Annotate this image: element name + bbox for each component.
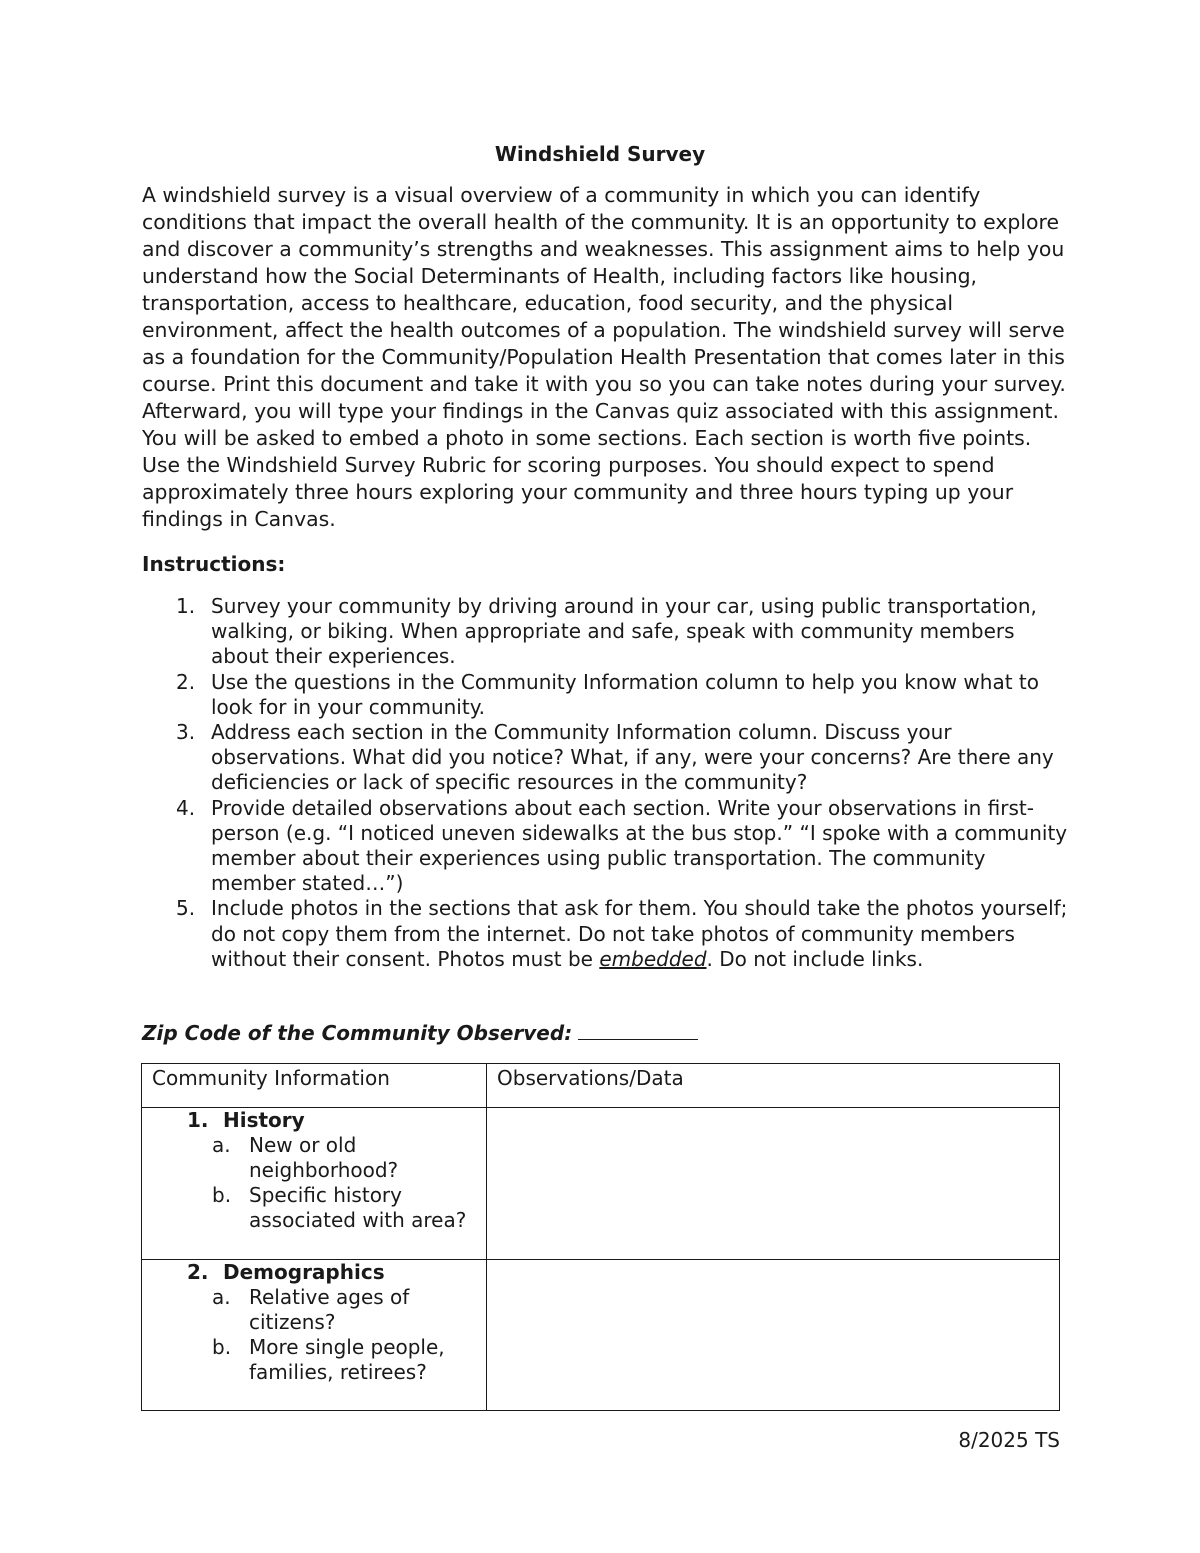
sub-item-letter: a.: [212, 1133, 231, 1157]
community-info-cell: [142, 1108, 487, 1260]
instruction-item: [142, 670, 1072, 720]
document-title: Windshield Survey: [494, 142, 706, 166]
sub-item-letter: b.: [212, 1183, 232, 1207]
instruction-text: Use the questions in the Community Information column to help you know what to look for in your community.: [211, 669, 1039, 719]
instruction-item: [142, 720, 1072, 796]
section-number: 2.: [187, 1260, 209, 1284]
table-header-row: [142, 1064, 1060, 1108]
intro-paragraph: A windshield survey is a visual overview of a community in which you can identify conditions that impact the overall health of the community. It is an opportunity to explore and discover a community’s strengths and weaknesses. This assignment aims to help you understand how the Social Determinants of Health, including factors like housing, transportation, access to healthcare, education, food security, and the physical environment, affect the health outcomes of a population. The windshield survey will serve as a foundation for the Community/Population Health Presentation that comes later in this course. Print this document and take it with you so you can take notes during your survey. Afterward, you will type your findings in the Canvas quiz associated with this assignment. You will be asked to embed a photo in some sections. Each section is worth five points. Use the Windshield Survey Rubric for scoring purposes. You should expect to spend approximately three hours exploring your community and three hours typing up your findings in Canvas.: [142, 183, 1066, 531]
instruction-item: [142, 796, 1072, 897]
section-demographics: [142, 1260, 486, 1385]
sub-item: [142, 1285, 486, 1335]
observations-cell[interactable]: [487, 1260, 1060, 1411]
sub-item: [142, 1133, 486, 1183]
header-cell-community-info: [142, 1064, 487, 1108]
instruction-item: [142, 896, 1072, 972]
instructions-heading: Instructions:: [142, 552, 286, 576]
instruction-number: 4.: [176, 795, 196, 820]
instruction-number: 2.: [176, 669, 196, 694]
section-history: [142, 1108, 486, 1233]
instructions-list: [142, 594, 1072, 972]
instruction-text-before: Include photos in the sections that ask for them. You should take the photos yourself; do not copy them from the internet. Do not take photos of community members without their consent. Photos must be: [211, 896, 1068, 971]
header-label: Community Information: [152, 1066, 390, 1090]
instruction-text: Survey your community by driving around in your car, using public transportation, walking, or biking. When appropriate and safe, speak with community members about their experiences.: [211, 594, 1037, 669]
section-title: [187, 1260, 486, 1285]
sub-item-letter: b.: [212, 1335, 232, 1359]
instruction-number: 1.: [176, 594, 196, 618]
survey-table: [141, 1063, 1060, 1411]
section-title-text: History: [223, 1108, 305, 1132]
section-number: 1.: [187, 1108, 209, 1132]
sub-item: [142, 1335, 486, 1385]
instruction-text-after: . Do not include links.: [706, 946, 924, 971]
sub-item-text: Relative ages of citizens?: [249, 1285, 410, 1334]
observations-cell[interactable]: [487, 1108, 1060, 1260]
zip-code-label: Zip Code of the Community Observed:: [142, 1021, 573, 1045]
section-title: [187, 1108, 486, 1133]
sub-item-text: New or old neighborhood?: [249, 1133, 399, 1182]
header-label: Observations/Data: [497, 1066, 684, 1090]
instruction-text: Address each section in the Community Information column. Discuss your observations. What did you notice? What, if any, were your concerns? Are there any deficiencies or lack of specific resources in the community?: [211, 720, 1054, 795]
instruction-number: 3.: [176, 720, 196, 745]
zip-code-blank[interactable]: [578, 1021, 698, 1040]
sub-item: [142, 1183, 486, 1233]
sub-item-text: More single people, families, retirees?: [249, 1335, 445, 1384]
instruction-number: 5.: [176, 896, 196, 921]
header-cell-observations: [487, 1064, 1060, 1108]
instruction-text: Provide detailed observations about each section. Write your observations in first-person (e.g. “I noticed uneven sidewalks at the bus stop.” “I spoke with a community member about their experiences using public transportation. The community member stated…”): [211, 795, 1068, 896]
footer-version: 8/2025 TS: [958, 1428, 1060, 1452]
sub-item-letter: a.: [212, 1285, 231, 1309]
table-row: [142, 1108, 1060, 1260]
zip-code-line: [142, 1020, 698, 1046]
embedded-emphasis: embedded: [599, 946, 707, 971]
section-title-text: Demographics: [223, 1260, 385, 1284]
community-info-cell: [142, 1260, 487, 1411]
sub-item-text: Specific history associated with area?: [249, 1183, 467, 1232]
table-row: [142, 1260, 1060, 1411]
instruction-item: [142, 594, 1072, 670]
instruction-text: [211, 896, 1067, 970]
